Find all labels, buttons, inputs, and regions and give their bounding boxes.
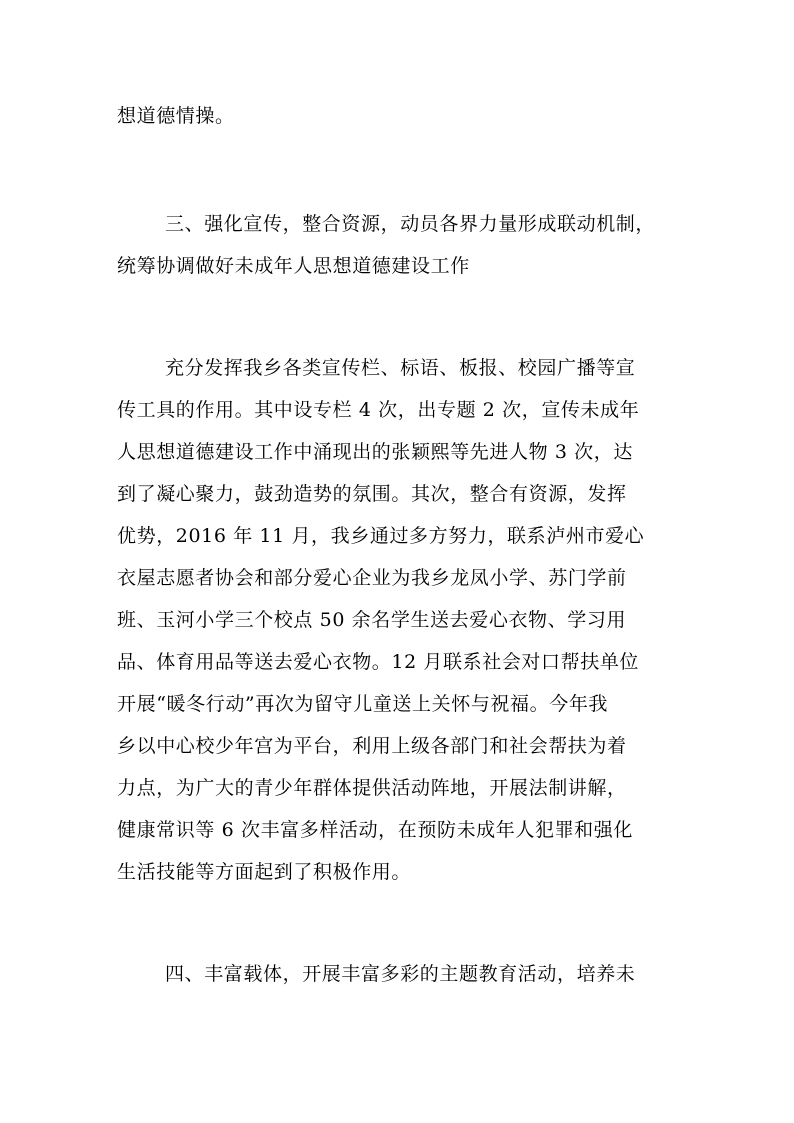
paragraph-line: 到了凝心聚力，鼓劲造势的氛围。其次，整合有资源，发挥 xyxy=(117,483,627,505)
paragraph-line: 人思想道德建设工作中涌现出的张颖熙等先进人物 3 次，达 xyxy=(117,441,633,463)
section-heading-line: 统筹协调做好未成年人思想道德建设工作 xyxy=(117,255,470,277)
paragraph-line: 开展“暖冬行动”再次为留守儿童送上关怀与祝福。今年我 xyxy=(117,693,609,715)
paragraph-line: 衣屋志愿者协会和部分爱心企业为我乡龙凤小学、苏门学前 xyxy=(117,567,627,589)
section-heading-line: 四、丰富载体，开展丰富多彩的主题教育活动，培养未 xyxy=(165,963,636,985)
paragraph-line: 优势，2016 年 11 月，我乡通过多方努力，联系泸州市爱心 xyxy=(117,525,645,547)
paragraph-line: 乡以中心校少年宫为平台，利用上级各部门和社会帮扶为着 xyxy=(117,735,627,757)
paragraph-line: 生活技能等方面起到了积极作用。 xyxy=(117,861,412,883)
paragraph-line: 力点，为广大的青少年群体提供活动阵地，开展法制讲解， xyxy=(117,777,627,799)
paragraph-line: 班、玉河小学三个校点 50 余名学生送去爱心衣物、学习用 xyxy=(117,609,627,631)
paragraph-line: 传工具的作用。其中设专栏 4 次，出专题 2 次，宣传未成年 xyxy=(117,399,640,421)
paragraph-line: 品、体育用品等送去爱心衣物。12 月联系社会对口帮扶单位 xyxy=(117,651,640,673)
section-heading-line: 三、强化宣传，整合资源，动员各界力量形成联动机制， xyxy=(165,213,656,235)
paragraph-line: 想道德情操。 xyxy=(117,105,235,127)
paragraph-line: 健康常识等 6 次丰富多样活动，在预防未成年人犯罪和强化 xyxy=(117,819,633,841)
paragraph-line: 充分发挥我乡各类宣传栏、标语、板报、校园广播等宣 xyxy=(165,357,636,379)
